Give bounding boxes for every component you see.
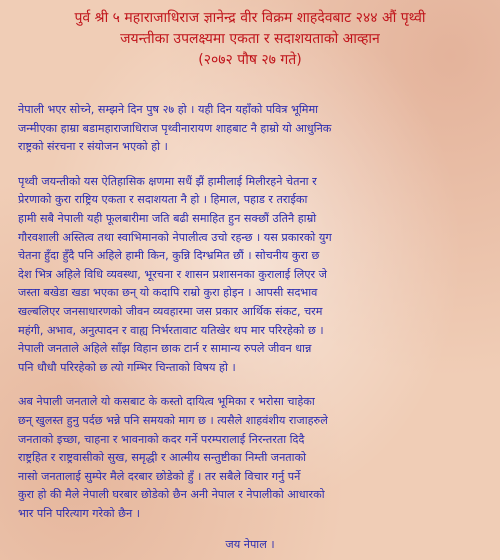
- paragraph-line: भार पनि परित्याग गरेको छैन ।: [18, 506, 140, 520]
- paragraph-1: [12, 101, 488, 157]
- title-line-2: जयन्तीका उपलक्ष्यमा एकता र सदाशयताको आव्हान: [120, 31, 380, 47]
- paragraph-line: जनताको इच्छा, चाहना र भावनाको कदर गर्ने परम्परालाई निरन्तरता दिदै: [18, 432, 305, 446]
- title-line-1: पुर्व श्री ५ महाराजाधिराज ज्ञानेन्द्र वीर विक्रम शाहदेवबाट २४४ औं पृथ्वी: [74, 10, 426, 26]
- closing-salutation: जय नेपाल ।: [225, 538, 275, 552]
- paragraph-line: हामी सबै नेपाली यही फूलबारीमा जति बढी समाहित हुन सक्छौं उतिनै हाम्रो: [18, 211, 317, 225]
- paragraph-line: कुरा हो की मैले नेपाली घरबार छोडेको छैन अनी नेपाल र नेपालीको आधारको: [18, 488, 325, 502]
- paragraph-line: अब नेपाली जनताले यो कसबाट के कस्तो दायित्व भूमिका र भरोसा चाहेका: [18, 395, 315, 409]
- paragraph-line: जन्मीएका हाम्रा बडामहाराजाधिराज पृथ्वीनारायण शाहबाट नै हाम्रो यो आधुनिक: [18, 121, 332, 135]
- paragraph-line: खल्बलिएर जनसाधारणको जीवन व्यवहारमा जस प्रकार आर्थिक संकट, चरम: [18, 304, 323, 318]
- paragraph-line: गौरवशाली अस्तित्व तथा स्वाभिमानको नेपालीत्व उचो रहन्छ । यस प्रकारको युग: [18, 230, 332, 244]
- paragraph-line: राष्ट्रहित र राष्ट्रवासीको सुख, समृद्धी र आत्मीय सन्तुष्टीका निम्ती जनताको: [18, 451, 307, 465]
- paragraph-line: चेतना हुँदा हुँदै पनि अहिले हामी किन, कुन्नि दिग्भ्रमित छौं । सोचनीय कुरा छ: [18, 249, 320, 263]
- paragraph-line: राष्ट्रको संरचना र संयोजन भएको हो ।: [18, 140, 168, 154]
- paragraph-line: नेपाली जनताले अहिले साँझ विहान छाक टार्न र सामान्य रुपले जीवन धान्न: [18, 342, 312, 356]
- paragraph-line: जस्ता बखेडा खडा भएका छन् यो कदापि राम्रो कुरा होइन । आपसी सदभाव: [18, 286, 318, 300]
- paragraph-line: नेपाली भएर सोच्ने, सम्झने दिन पुष २७ हो । यही दिन यहाँको पवित्र भूमिमा: [18, 103, 319, 116]
- paragraph-line: पृथ्वी जयन्तीको यस ऐतिहासिक क्षणमा सधैं झैं हामीलाई मिलीरहने चेतना र: [18, 174, 317, 188]
- statement-title: [12, 0, 488, 71]
- paragraph-line: पनि धौधौ परिरहेको छ त्यो गम्भिर चिन्ताको विषय हो ।: [18, 360, 236, 374]
- paragraph-line: नासो जनतालाई सुम्पेर मैले दरबार छोडेको हुँ । तर सबैले विचार गर्नु पर्ने: [18, 469, 301, 483]
- paragraph-3: [12, 393, 488, 523]
- paragraph-line: देश भित्र अहिले विधि व्यवस्था, भूरचना र शासन प्रशासनका कुरालाई लिएर जे: [18, 267, 327, 281]
- title-date: (२०७२ पौष २७ गते): [198, 52, 302, 68]
- paragraph-line: प्रेरणाको कुरा राष्ट्रिय एकता र सदाशयता नै हो । हिमाल, पहाड र तराईका: [18, 193, 308, 207]
- paragraph-2: [12, 173, 488, 378]
- paragraph-line: महंगी, अभाव, अनुत्पादन र वाह्य निर्भरतावाट यतिखेर थप मार परिरहेको छ ।: [18, 323, 324, 337]
- paragraph-line: छन् खुलस्त हुनु पर्दछ भन्ने पनि समयको माग छ । त्यसैले शाहवंशीय राजाहरुले: [18, 413, 328, 427]
